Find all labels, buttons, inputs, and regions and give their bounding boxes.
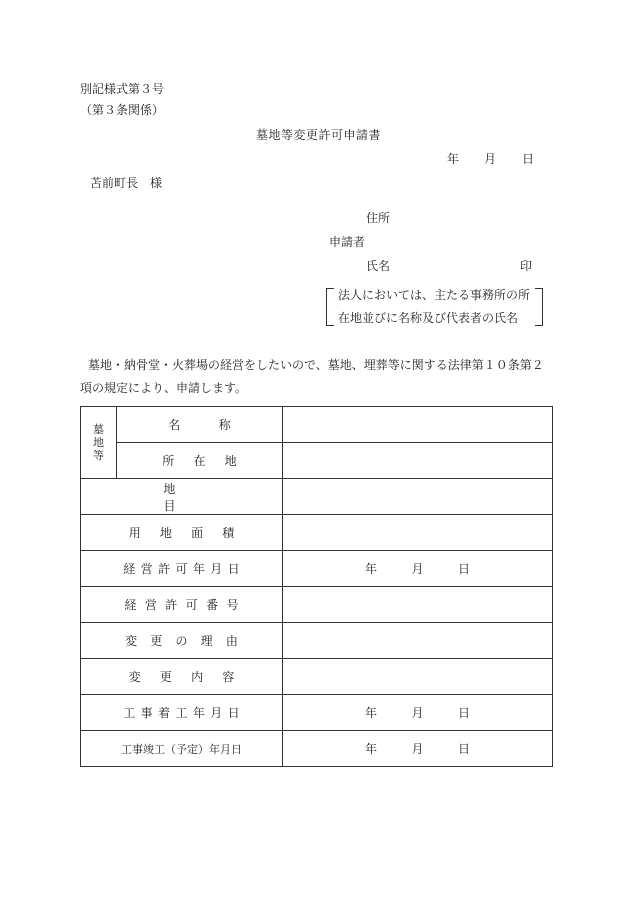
construction-end-month: 月 (411, 742, 424, 756)
permit-date-day: 日 (457, 562, 470, 576)
note-line-1: 法人においては、主たる事務所の所 (338, 288, 531, 302)
article-reference: （第３条関係） (80, 103, 165, 117)
label-change-content: 変更内容 (81, 659, 283, 695)
label-construction-end: 工事竣工（予定）年月日 (81, 731, 283, 767)
permit-date-year: 年 (365, 562, 378, 576)
document-title: 墓地等変更許可申請書 (256, 128, 382, 142)
construction-end-year: 年 (365, 742, 378, 756)
table-row (81, 659, 553, 695)
note-bracket-right (535, 288, 543, 326)
group-label: 墓地等 (93, 423, 104, 462)
label-location: 所在地 (117, 443, 283, 479)
label-land-area: 用地面積 (81, 515, 283, 551)
group-label-cell (81, 407, 117, 479)
input-location[interactable] (283, 443, 553, 479)
label-land-category: 地目 (81, 479, 283, 515)
body-text-line-1: 墓地・納骨堂・火葬場の経営をしたいので、墓地、埋葬等に関する法律第１０条第２ (88, 358, 544, 372)
seal-mark: 印 (520, 259, 533, 273)
input-construction-start[interactable] (283, 695, 553, 731)
label-construction-start: 工事着工年月日 (81, 695, 283, 731)
address-label: 住所 (366, 211, 391, 225)
construction-start-day: 日 (457, 706, 470, 720)
date-day: 日 (522, 152, 535, 166)
applicant-label: 申請者 (329, 235, 366, 249)
input-change-reason[interactable] (283, 623, 553, 659)
table-row (81, 623, 553, 659)
label-change-reason: 変更の理由 (81, 623, 283, 659)
date-year: 年 (447, 152, 460, 166)
input-land-category[interactable] (283, 479, 553, 515)
label-name: 名称 (117, 407, 283, 443)
table-row (81, 551, 553, 587)
permit-date-month: 月 (411, 562, 424, 576)
name-label: 氏名 (366, 259, 391, 273)
table-row (81, 695, 553, 731)
form-number: 別記様式第３号 (80, 82, 165, 96)
table-row (81, 479, 553, 515)
addressee: 苫前町長 様 (90, 176, 163, 190)
table-row (81, 587, 553, 623)
input-name[interactable] (283, 407, 553, 443)
table-row (81, 443, 553, 479)
application-table (80, 406, 553, 767)
construction-start-month: 月 (411, 706, 424, 720)
construction-end-day: 日 (457, 742, 470, 756)
label-permit-date: 経営許可年月日 (81, 551, 283, 587)
construction-start-year: 年 (365, 706, 378, 720)
input-permit-date[interactable] (283, 551, 553, 587)
label-permit-number: 経営許可番号 (81, 587, 283, 623)
table-row (81, 515, 553, 551)
input-construction-end[interactable] (283, 731, 553, 767)
input-change-content[interactable] (283, 659, 553, 695)
note-bracket-left (326, 288, 334, 326)
input-permit-number[interactable] (283, 587, 553, 623)
note-line-2: 在地並びに名称及び代表者の氏名 (338, 311, 519, 325)
date-month: 月 (484, 152, 497, 166)
table-row (81, 407, 553, 443)
table-row (81, 731, 553, 767)
input-land-area[interactable] (283, 515, 553, 551)
body-text-line-2: 項の規定により、申請します。 (80, 381, 248, 395)
